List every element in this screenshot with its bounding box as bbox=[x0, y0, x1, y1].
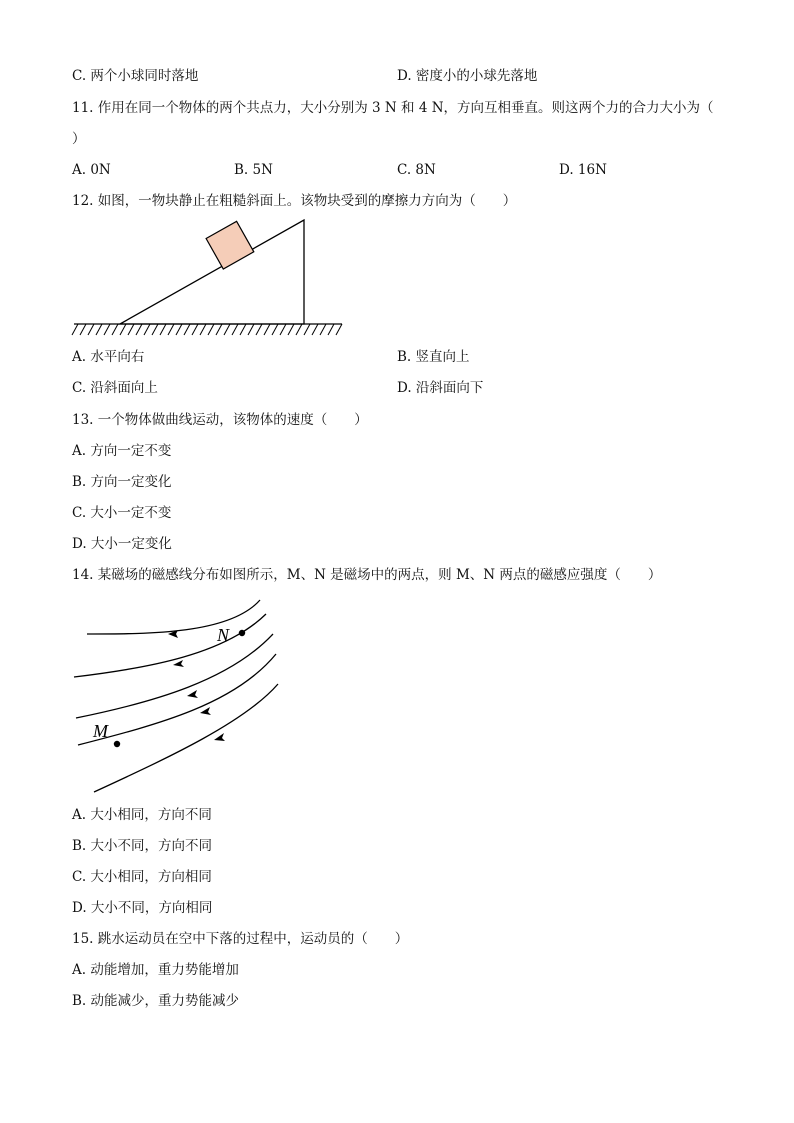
q11-stem: 11. 作用在同一个物体的两个共点力，大小分别为 3 N 和 4 N，方向互相垂直。则这两个力的合力大小为（ bbox=[72, 100, 714, 116]
field-arrow-5 bbox=[214, 733, 225, 741]
q14-option-a: A. 大小相同，方向不同 bbox=[72, 807, 212, 823]
q13-option-d: D. 大小一定变化 bbox=[72, 536, 172, 552]
q14-stem: 14. 某磁场的磁感线分布如图所示，M、N 是磁场中的两点，则 M、N 两点的磁感应强度（ ） bbox=[72, 567, 662, 583]
q11-stem-continuation: ） bbox=[72, 131, 86, 147]
q11-option-b: B. 5N bbox=[234, 162, 273, 178]
field-line-3 bbox=[76, 634, 273, 718]
point-n bbox=[239, 630, 245, 636]
q14-option-c: C. 大小相同，方向相同 bbox=[72, 869, 212, 885]
field-line-5 bbox=[94, 684, 278, 792]
q11-option-a: A. 0N bbox=[72, 162, 111, 178]
incline-diagram bbox=[70, 214, 350, 342]
q13-option-b: B. 方向一定变化 bbox=[72, 474, 172, 490]
field-arrow-3 bbox=[187, 690, 198, 698]
q12-option-d: D. 沿斜面向下 bbox=[397, 380, 484, 396]
q11-option-c: C. 8N bbox=[397, 162, 436, 178]
field-line-1 bbox=[87, 600, 260, 634]
q14-option-d: D. 大小不同，方向相同 bbox=[72, 900, 213, 916]
q13-stem: 13. 一个物体做曲线运动，该物体的速度（ ） bbox=[72, 412, 368, 428]
magnetic-field-diagram bbox=[60, 592, 300, 802]
q15-option-a: A. 动能增加，重力势能增加 bbox=[72, 962, 239, 978]
q12-option-b: B. 竖直向上 bbox=[397, 349, 470, 365]
q15-stem: 15. 跳水运动员在空中下落的过程中，运动员的（ ） bbox=[72, 931, 409, 947]
ground-hatching bbox=[72, 324, 342, 335]
field-line-2 bbox=[74, 614, 266, 677]
q10-option-d: D. 密度小的小球先落地 bbox=[397, 68, 538, 84]
point-m bbox=[114, 741, 120, 747]
q12-option-a: A. 水平向右 bbox=[72, 349, 145, 365]
field-arrow-4 bbox=[200, 707, 211, 715]
q13-option-a: A. 方向一定不变 bbox=[72, 443, 172, 459]
q13-option-c: C. 大小一定不变 bbox=[72, 505, 172, 521]
q12-stem: 12. 如图，一物块静止在粗糙斜面上。该物块受到的摩擦力方向为（ ） bbox=[72, 193, 517, 209]
q10-option-c: C. 两个小球同时落地 bbox=[72, 68, 199, 84]
field-arrow-2 bbox=[173, 660, 184, 667]
q15-option-b: B. 动能减少，重力势能减少 bbox=[72, 993, 240, 1009]
block bbox=[206, 221, 254, 269]
label-n: N bbox=[217, 625, 230, 645]
q11-option-d: D. 16N bbox=[559, 162, 607, 178]
label-m: M bbox=[93, 721, 108, 741]
q12-option-c: C. 沿斜面向上 bbox=[72, 380, 158, 396]
q14-option-b: B. 大小不同，方向不同 bbox=[72, 838, 213, 854]
